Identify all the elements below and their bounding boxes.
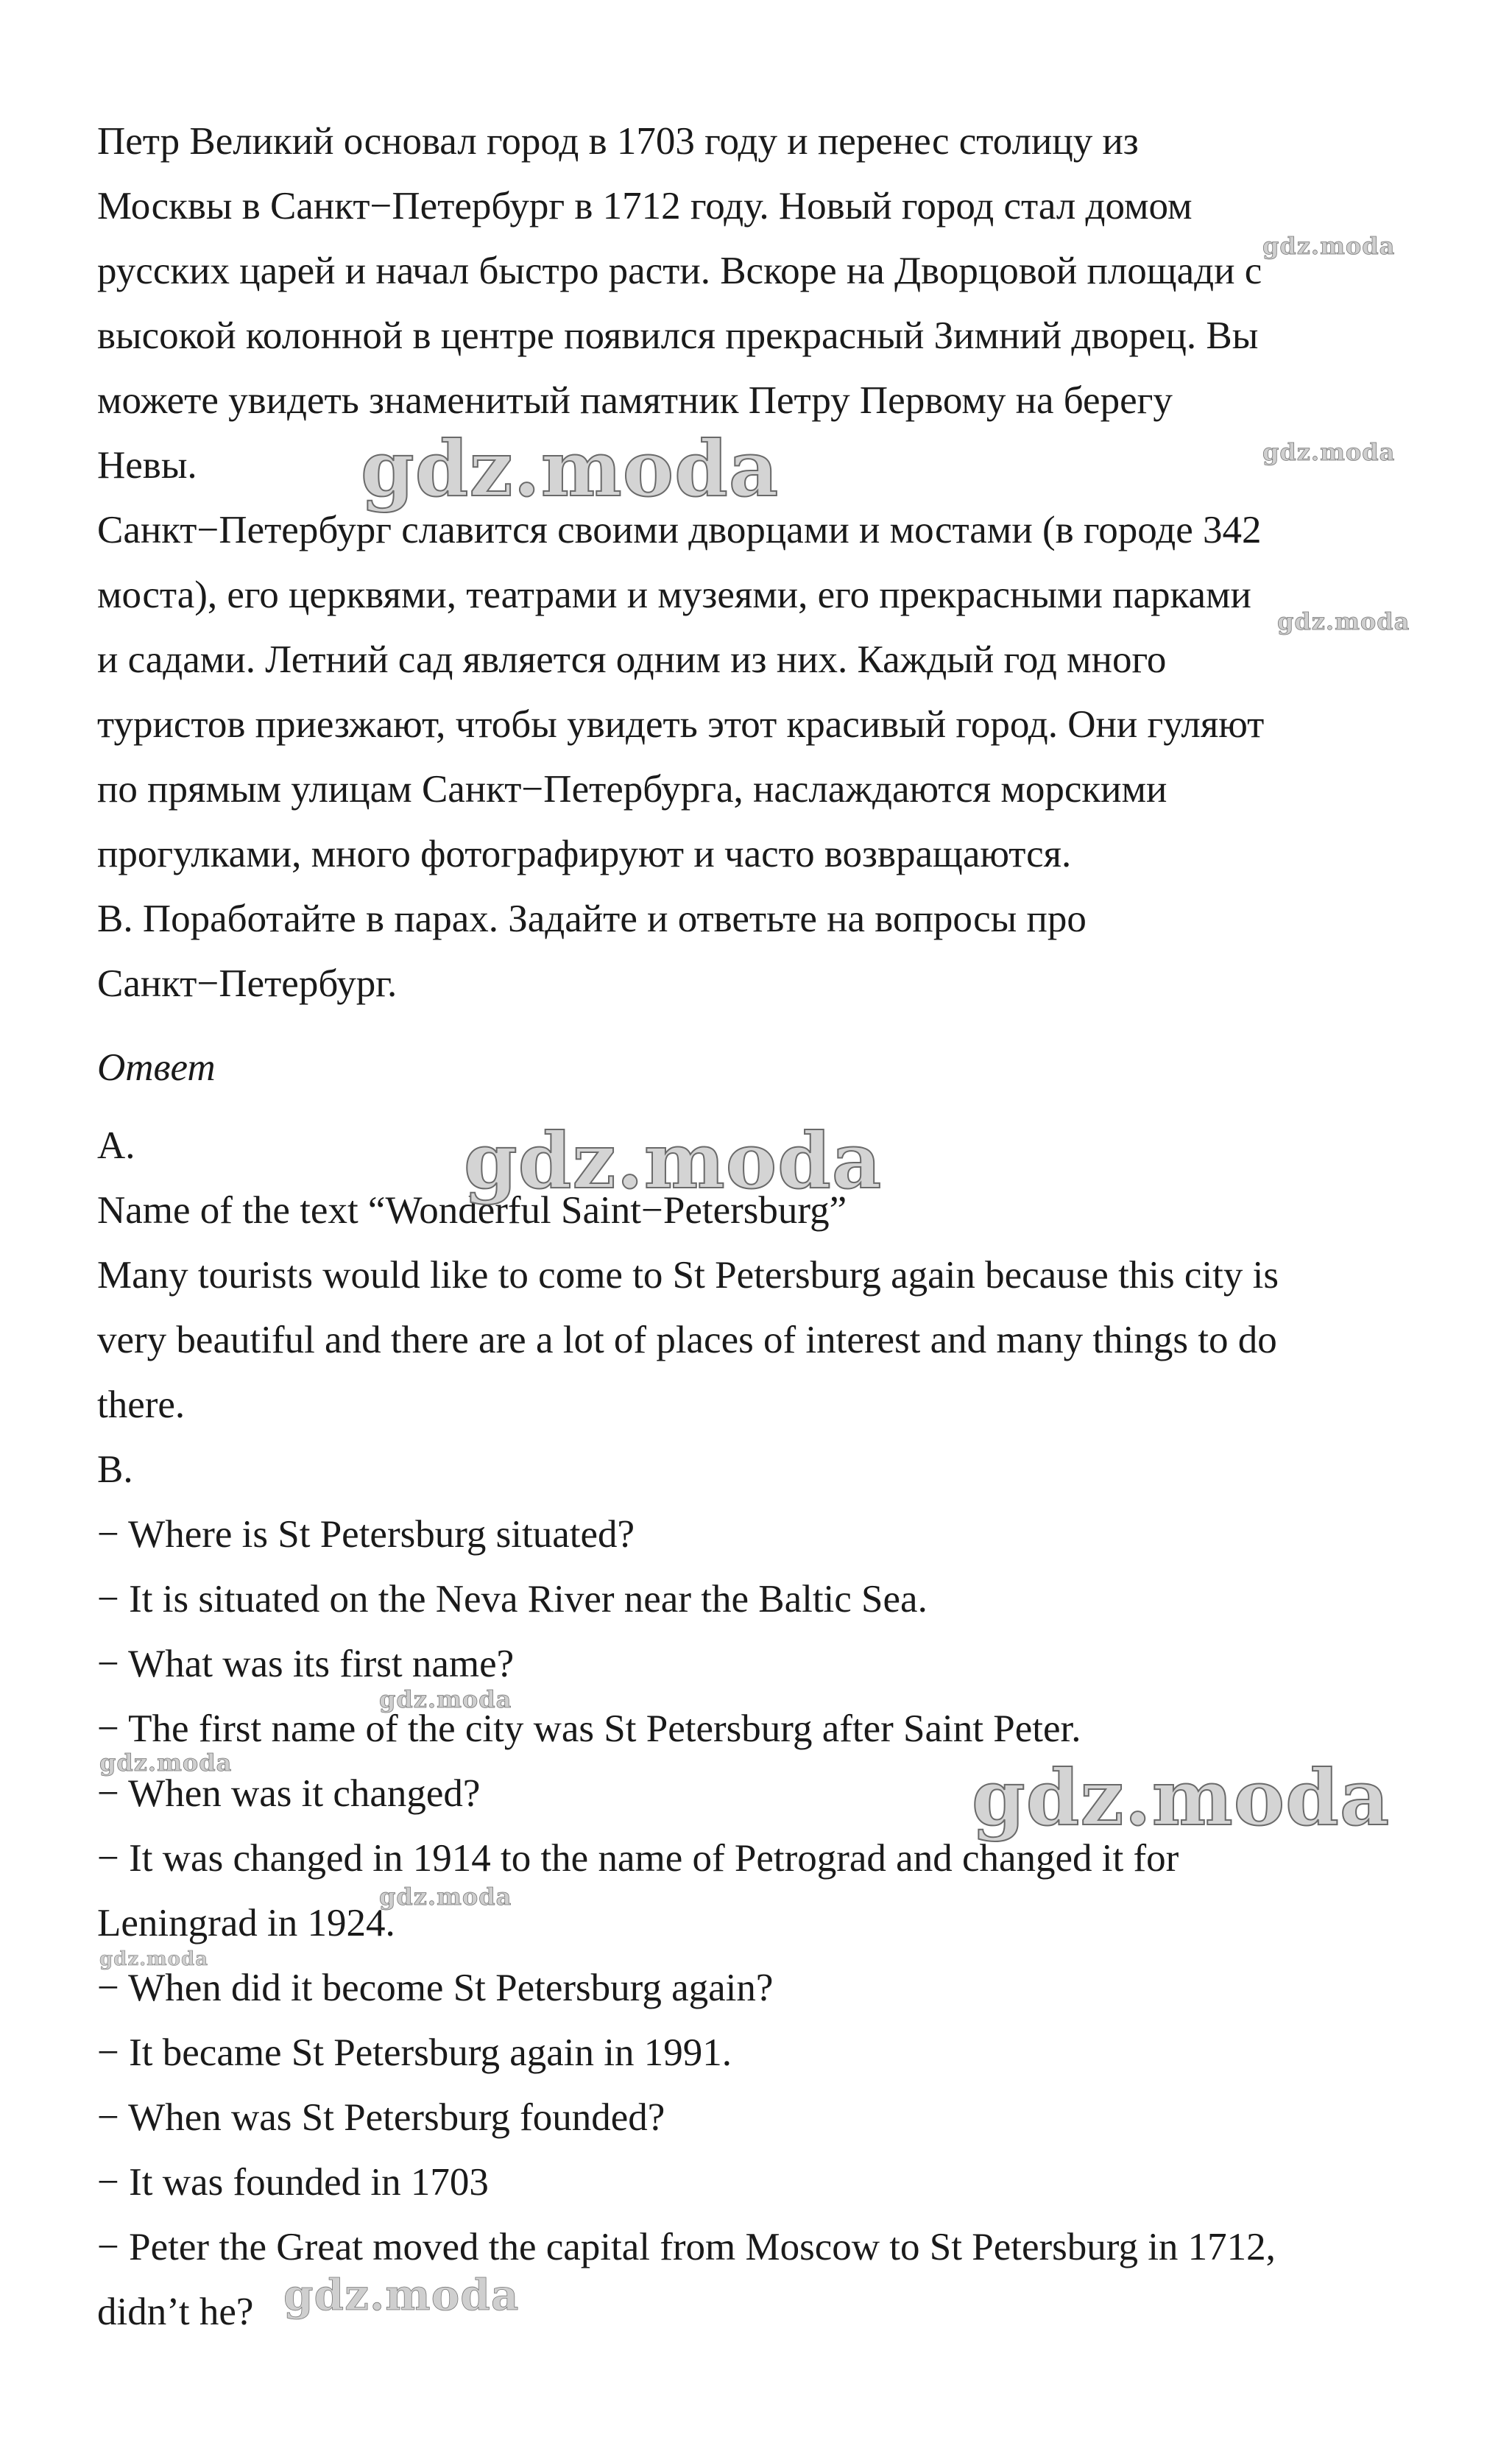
text-line: прогулками, много фотографируют и часто возвращаются. (97, 833, 1072, 875)
dialog-line: − Peter the Great moved the capital from Moscow to St Petersburg in 1712, (97, 2226, 1276, 2268)
text-line: по прямым улицам Санкт−Петербурга, наслаждаются морскими (97, 768, 1167, 811)
watermark-logo: gdz.moda (972, 1752, 1391, 1843)
watermark-medium: gdz.moda (283, 2270, 520, 2320)
text-line: there. (97, 1383, 186, 1426)
text-line: Name of the text “Wonderful Saint−Petersburg” (97, 1189, 847, 1232)
part-a-label: A. (97, 1124, 135, 1167)
dialog-line: didn’t he? (97, 2291, 254, 2333)
answer-part-b (97, 1437, 1422, 2344)
watermark-small: gdz.moda (99, 1948, 209, 1970)
text-line: Петр Великий основал город в 1703 году и перенес столицу из (97, 120, 1139, 163)
dialog-line: − When was St Petersburg founded? (97, 2096, 665, 2139)
task-line: В. Поработайте в парах. Задайте и ответьте на вопросы про (97, 898, 1087, 940)
dialog-line: − When did it become St Petersburg again? (97, 1967, 774, 2009)
text-line: и садами. Летний сад является одним из них. Каждый год много (97, 638, 1167, 681)
part-b-label: B. (97, 1448, 133, 1491)
dialog-line: − It became St Petersburg again in 1991. (97, 2031, 732, 2074)
text-line: можете увидеть знаменитый памятник Петру Первому на берегу (97, 379, 1173, 422)
dialog-line: Leningrad in 1924. (97, 1902, 395, 1944)
watermark-small: gdz.moda (1262, 438, 1396, 466)
text-line: Many tourists would like to come to St Petersburg again because this city is (97, 1254, 1279, 1297)
text-line: Невы. (97, 444, 197, 487)
watermark-small: gdz.moda (379, 1685, 512, 1713)
dialog-line: − When was it changed? (97, 1772, 481, 1815)
watermark-small: gdz.moda (99, 1749, 233, 1777)
task-line: Санкт−Петербург. (97, 962, 398, 1005)
dialog-line: − It was changed in 1914 to the name of Petrograd and changed it for (97, 1837, 1179, 1880)
watermark-small: gdz.moda (1277, 607, 1410, 635)
dialog-line: − It is situated on the Neva River near the Baltic Sea. (97, 1578, 928, 1621)
watermark-logo: gdz.moda (361, 423, 780, 514)
text-line: русских царей и начал быстро расти. Вскоре на Дворцовой площади с (97, 250, 1262, 292)
dialog-line: − The first name of the city was St Petersburg after Saint Peter. (97, 1707, 1081, 1750)
text-line: Санкт−Петербург славится своими дворцами и мостами (в городе 342 (97, 509, 1262, 551)
intro-paragraph (97, 109, 1422, 1016)
dialog-line: − It was founded in 1703 (97, 2161, 489, 2204)
text-line: very beautiful and there are a lot of places of interest and many things to do (97, 1319, 1277, 1361)
dialog-line: − What was its first name? (97, 1643, 515, 1685)
answer-heading: Ответ (97, 1046, 216, 1089)
watermark-small: gdz.moda (379, 1883, 512, 1911)
dialog-line: − Where is St Petersburg situated? (97, 1513, 635, 1556)
watermark-logo: gdz.moda (464, 1115, 883, 1206)
text-line: Москвы в Санкт−Петербург в 1712 году. Новый город стал домом (97, 185, 1193, 228)
text-line: туристов приезжают, чтобы увидеть этот красивый город. Они гуляют (97, 703, 1265, 746)
text-line: моста), его церквями, театрами и музеями, его прекрасными парками (97, 574, 1251, 616)
watermark-small: gdz.moda (1262, 232, 1396, 260)
text-line: высокой колонной в центре появился прекрасный Зимний дворец. Вы (97, 314, 1259, 357)
